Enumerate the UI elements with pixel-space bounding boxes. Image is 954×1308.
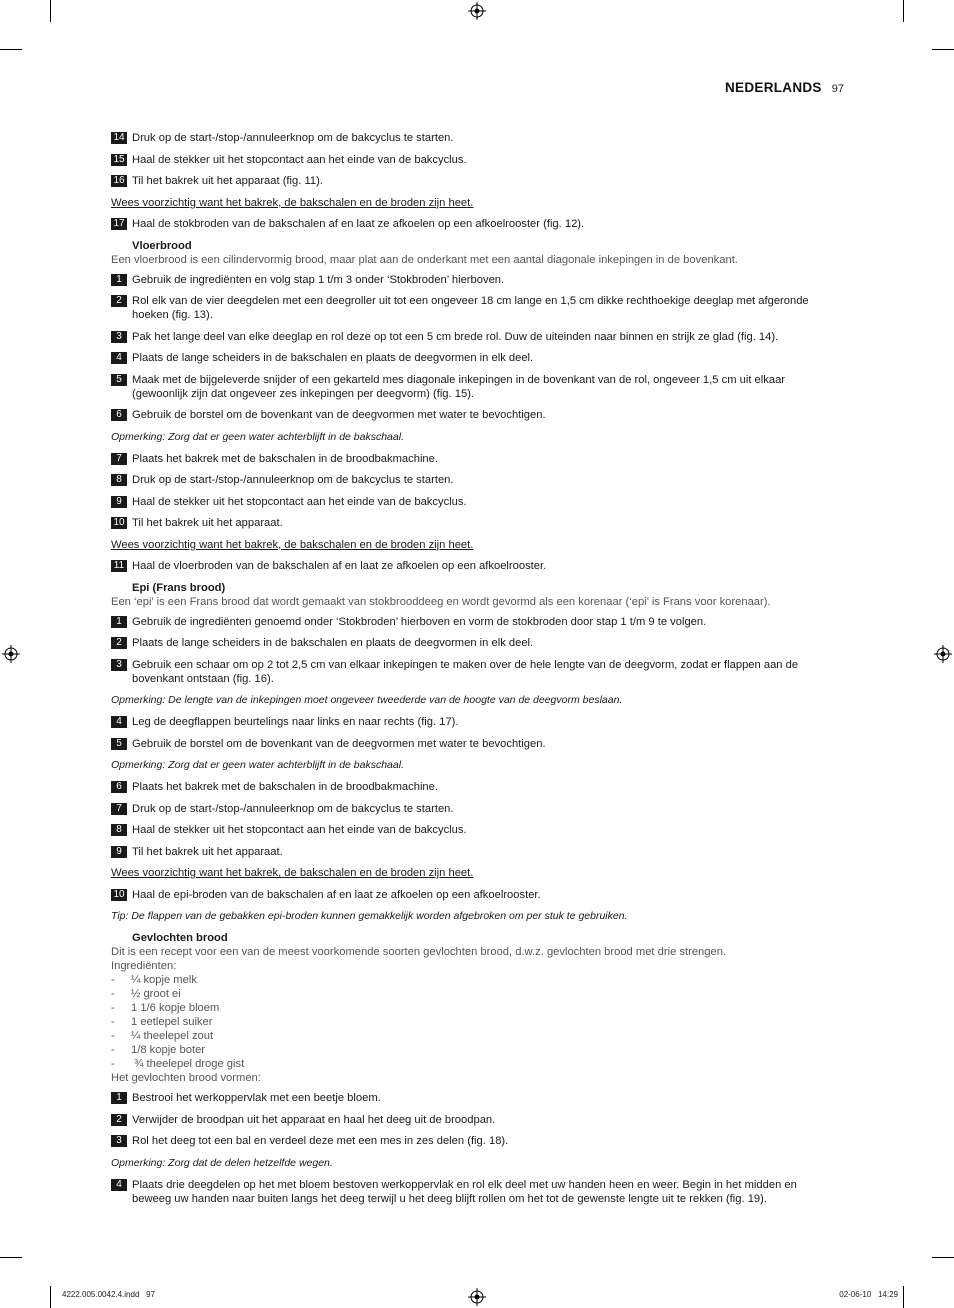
crop-mark	[50, 1286, 51, 1308]
step: 10 Haal de epi-broden van de bakschalen af en laat ze afkoelen op een afkoelrooster.	[111, 888, 835, 902]
step: 1 Bestrooi het werkoppervlak met een beetje bloem.	[111, 1091, 835, 1105]
section-intro: Dit is een recept voor een van de meest voorkomende soorten gevlochten brood, d.w.z. gevlochten brood met drie strengen.	[111, 946, 727, 958]
shape-label: Het gevlochten brood vormen:	[111, 1072, 261, 1084]
crop-mark	[932, 1257, 954, 1258]
footer-timestamp: 02-06-10 14:29	[839, 1290, 898, 1299]
step: 2 Plaats de lange scheiders in de bakschalen en plaats de deegvormen in elk deel.	[111, 636, 835, 650]
section-intro: Een vloerbrood is een cilindervormig brood, maar plat aan de onderkant met een aantal diagonale inkepingen in de bovenkant.	[111, 253, 738, 266]
step: 11 Haal de vloerbroden van de bakschalen af en laat ze afkoelen op een afkoelrooster.	[111, 559, 835, 573]
registration-mark-icon	[468, 1288, 486, 1306]
note-text: Opmerking: De lengte van de inkepingen moet ongeveer tweederde van de hoogte van de deegvorm beslaan.	[111, 694, 623, 706]
step: 7 Druk op de start-/stop-/annuleerknop om de bakcyclus te starten.	[111, 802, 835, 816]
list-item: - ¼ kopje melk	[111, 974, 197, 986]
section-title: Vloerbrood	[132, 239, 192, 252]
footer-file: 4222.005.0042.4.indd 97	[62, 1290, 155, 1299]
step: 4 Plaats de lange scheiders in de bakschalen en plaats de deegvormen in elk deel.	[111, 351, 835, 365]
warning-text: Wees voorzichtig want het bakrek, de bakschalen en de broden zijn heet.	[111, 196, 474, 209]
step: 14 Druk op de start-/stop-/annuleerknop om de bakcyclus te starten.	[111, 131, 835, 145]
note-text: Opmerking: Zorg dat de delen hetzelfde wegen.	[111, 1156, 333, 1169]
step: 8 Haal de stekker uit het stopcontact aan het einde van de bakcyclus.	[111, 823, 835, 837]
tip-text: Tip: De flappen van de gebakken epi-broden kunnen gemakkelijk worden afgebroken om per stuk te gebruiken.	[111, 910, 628, 922]
step: 9 Haal de stekker uit het stopcontact aan het einde van de bakcyclus.	[111, 495, 835, 509]
step: 4 Plaats drie deegdelen op het met bloem bestoven werkoppervlak en rol elk deel met uw handen heen en weer. Begin in het midden en beweeg uw handen naar buiten langs het deeg terwijl u het deeg blijft rollen om het tot de gewenste lengte uit te rekken (fig. 19).	[111, 1178, 835, 1206]
crop-mark	[932, 49, 954, 50]
note-text: Opmerking: Zorg dat er geen water achterblijft in de bakschaal.	[111, 430, 404, 443]
step: 15 Haal de stekker uit het stopcontact aan het einde van de bakcyclus.	[111, 153, 835, 167]
step: 9 Til het bakrek uit het apparaat.	[111, 845, 835, 859]
document-body	[111, 131, 835, 1213]
list-item: - ¾ theelepel droge gist	[111, 1058, 245, 1070]
step: 6 Plaats het bakrek met de bakschalen in de broodbakmachine.	[111, 780, 835, 794]
registration-mark-icon	[2, 645, 20, 663]
step: 1 Gebruik de ingrediënten genoemd onder ‘Stokbroden’ hierboven en vorm de stokbroden door stap 1 t/m 9 te volgen.	[111, 615, 835, 629]
step: 2 Rol elk van de vier deegdelen met een deegroller uit tot een ongeveer 18 cm lange en 1,5 cm dikke rechthoekige deeglap met afgeronde hoeken (fig. 13).	[111, 294, 835, 322]
section-title: Gevlochten brood	[132, 932, 228, 944]
step: 3 Rol het deeg tot een bal en verdeel deze met een mes in zes delen (fig. 18).	[111, 1134, 835, 1148]
step: 6 Gebruik de borstel om de bovenkant van de deegvormen met water te bevochtigen.	[111, 408, 835, 422]
note-text: Opmerking: Zorg dat er geen water achterblijft in de bakschaal.	[111, 759, 404, 771]
step: 4 Leg de deegflappen beurtelings naar links en naar rechts (fig. 17).	[111, 715, 835, 729]
step: 8 Druk op de start-/stop-/annuleerknop om de bakcyclus te starten.	[111, 473, 835, 487]
warning-text: Wees voorzichtig want het bakrek, de bakschalen en de broden zijn heet.	[111, 538, 474, 551]
step: 3 Gebruik een schaar om op 2 tot 2,5 cm van elkaar inkepingen te maken over de hele lengte van de deegvorm, zodat er flappen aan de bovenkant ontstaan (fig. 16).	[111, 658, 835, 686]
page-number: 97	[831, 83, 844, 95]
warning-text: Wees voorzichtig want het bakrek, de bakschalen en de broden zijn heet.	[111, 867, 474, 879]
language-label: NEDERLANDS	[724, 80, 822, 95]
step: 7 Plaats het bakrek met de bakschalen in de broodbakmachine.	[111, 452, 835, 466]
ingredients-label: Ingrediënten:	[111, 960, 177, 972]
step: 5 Maak met de bijgeleverde snijder of een gekarteld mes diagonale inkepingen in de bovenkant van de rol, ongeveer 1,5 cm uit elkaar (gewoonlijk zijn dat ongeveer zes inkepingen per deegvorm) (fig. 15).	[111, 373, 835, 401]
list-item: - 1 eetlepel suiker	[111, 1016, 213, 1028]
step: 16 Til het bakrek uit het apparaat (fig. 11).	[111, 174, 835, 188]
list-item: - 1 1/6 kopje bloem	[111, 1002, 220, 1014]
list-item: - ½ groot ei	[111, 988, 181, 1000]
step: 3 Pak het lange deel van elke deeglap en rol deze op tot een 5 cm brede rol. Duw de uiteinden naar binnen en strijk ze glad (fig. 14).	[111, 330, 835, 344]
step: 17 Haal de stokbroden van de bakschalen af en laat ze afkoelen op een afkoelrooster (fig. 12).	[111, 217, 835, 231]
section-title: Epi (Frans brood)	[132, 581, 226, 594]
crop-mark	[903, 0, 904, 22]
crop-mark	[0, 49, 22, 50]
crop-mark	[903, 1286, 904, 1308]
list-item: - 1/8 kopje boter	[111, 1044, 206, 1056]
step: 1 Gebruik de ingrediënten en volg stap 1 t/m 3 onder ‘Stokbroden’ hierboven.	[111, 273, 835, 287]
crop-mark	[50, 0, 51, 22]
registration-mark-icon	[468, 2, 486, 20]
crop-mark	[0, 1257, 22, 1258]
step: 10 Til het bakrek uit het apparaat.	[111, 516, 835, 530]
registration-mark-icon	[934, 645, 952, 663]
section-intro: Een ‘epi’ is een Frans brood dat wordt gemaakt van stokbrooddeeg en wordt gevormd als een korenaar (‘epi’ is Frans voor korenaar).	[111, 595, 771, 608]
list-item: - ¼ theelepel zout	[111, 1030, 214, 1042]
step: 5 Gebruik de borstel om de bovenkant van de deegvormen met water te bevochtigen.	[111, 737, 835, 751]
page-header	[725, 80, 844, 95]
step: 2 Verwijder de broodpan uit het apparaat en haal het deeg uit de broodpan.	[111, 1113, 835, 1127]
